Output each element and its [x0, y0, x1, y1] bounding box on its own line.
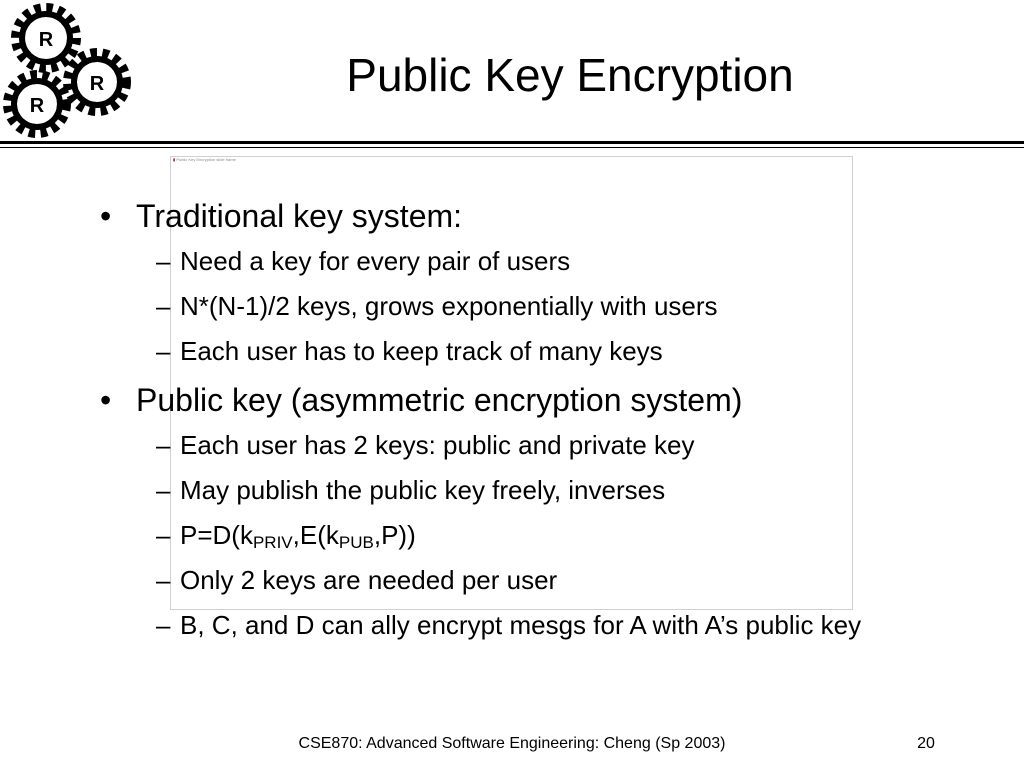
sub-bullet-item	[100, 609, 960, 641]
gear-letter: R	[38, 29, 54, 51]
frame-caption: ▮ Public Key Encryption slide frame	[173, 157, 236, 162]
gear-letter: R	[89, 73, 105, 95]
sub-bullet-text: Each user has to keep track of many keys	[180, 336, 663, 366]
sub-bullet-item	[100, 474, 1020, 506]
bullet-item	[100, 378, 1020, 422]
bullet-icon: •	[100, 382, 112, 418]
title-divider-thin	[0, 147, 1024, 148]
sub-bullet-item	[100, 245, 1020, 277]
formula-text: $P=D(k_{PRIV},E(k_{PUB},P))$	[180, 520, 416, 552]
sub-bullet-item	[100, 335, 1020, 367]
bullet-item	[100, 194, 1020, 238]
slide-title: Public Key Encryption	[346, 49, 794, 101]
dash-icon: –	[156, 565, 171, 595]
sub-bullet-text: N*(N-1)/2 keys, grows exponentially with users	[180, 291, 718, 321]
sub-bullet-text: May publish the public key freely, inverses	[180, 475, 666, 505]
slide-body	[100, 192, 1020, 641]
sub-bullet-text: Each user has 2 keys: public and private key	[180, 430, 695, 460]
dash-icon: –	[156, 475, 171, 505]
bullet-icon: •	[100, 198, 112, 234]
sub-bullet-item	[100, 290, 1020, 322]
dash-icon: –	[156, 291, 171, 321]
gear-icon	[10, 77, 64, 131]
gear-icon	[18, 10, 74, 66]
sub-bullet-item	[100, 564, 1020, 596]
page-number: 20	[917, 735, 935, 752]
gears-logo	[0, 0, 140, 140]
title-divider	[0, 141, 1024, 144]
sub-bullet-text: Only 2 keys are needed per user	[180, 565, 558, 595]
sub-bullet-item	[100, 429, 1020, 461]
subscript-pub: PUB	[338, 533, 374, 552]
dash-icon: –	[156, 610, 171, 640]
formula-bullet-item	[100, 519, 1020, 551]
dash-icon: –	[156, 336, 171, 366]
dash-icon: –	[156, 430, 171, 460]
bullet-text: Traditional key system:	[136, 198, 463, 234]
gear-icon	[70, 55, 124, 109]
sub-bullet-text: Need a key for every pair of users	[180, 246, 571, 276]
bullet-text: Public key (asymmetric encryption system)	[136, 382, 743, 418]
subscript-priv: PRIV	[252, 533, 293, 552]
dash-icon: –	[156, 246, 171, 276]
footer-course: CSE870: Advanced Software Engineering: Cheng (Sp 2003)	[298, 735, 726, 752]
dash-icon: –	[156, 520, 171, 550]
sub-bullet-text: B, C, and D can ally encrypt mesgs for A with A’s public key	[180, 610, 862, 640]
gear-letter: R	[29, 95, 45, 117]
